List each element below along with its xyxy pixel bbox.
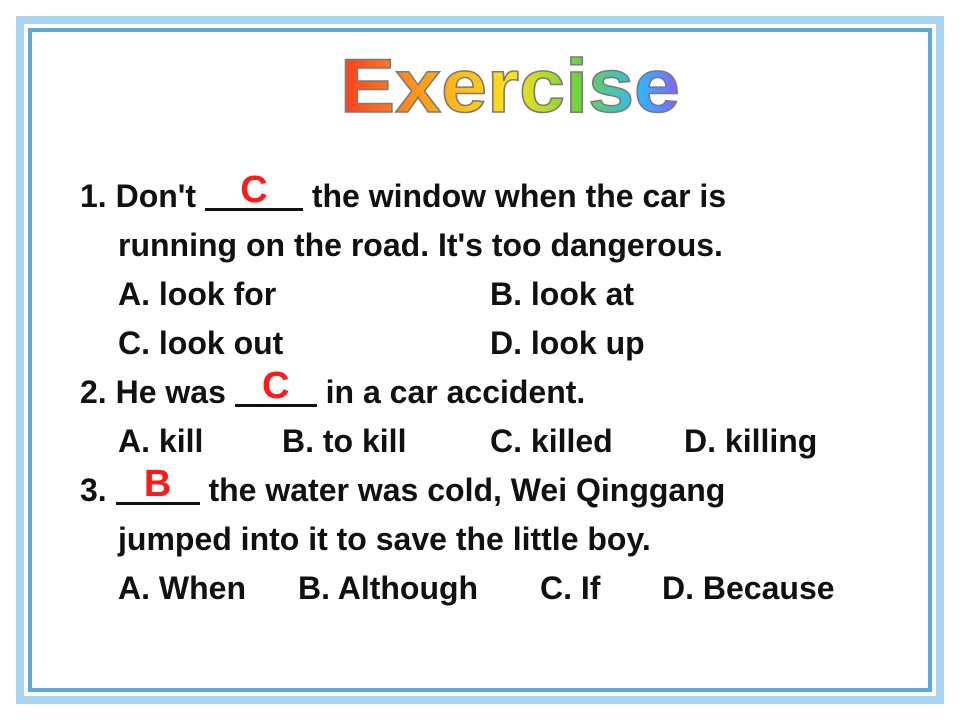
q1-option-b: B. look at: [490, 276, 635, 312]
q3-text-after: the water was cold, Wei Qinggang: [208, 472, 726, 508]
title-text: Exercise: [340, 44, 680, 129]
q1-text-before: Don't: [115, 178, 197, 214]
q1-blank: [205, 169, 303, 211]
q1-line2: running on the road. It's too dangerous.: [118, 227, 723, 263]
q1-text-after: the window when the car is: [311, 178, 727, 214]
q2-answer: C: [262, 365, 290, 407]
q2-text-before: He was: [115, 374, 226, 410]
q3-line1: [80, 463, 726, 510]
q3-option-a: A. When: [118, 570, 246, 606]
q3-number: 3.: [80, 472, 107, 508]
q3-line2: jumped into it to save the little boy.: [118, 521, 651, 557]
q3-option-b: B. Although: [298, 570, 479, 606]
q3-option-d: D. Because: [662, 570, 835, 606]
title-wordart: [330, 40, 690, 140]
q1-answer: C: [240, 169, 268, 211]
q1-number: 1.: [80, 178, 107, 214]
q2-option-a: A. kill: [118, 423, 204, 459]
q2-text-after: in a car accident.: [325, 374, 586, 410]
q3-blank: [116, 463, 200, 505]
q2-option-d: D. killing: [684, 423, 818, 459]
q2-option-c: C. killed: [490, 423, 613, 459]
q3-answer: B: [143, 463, 172, 505]
q1-line1: [80, 169, 727, 216]
q3-option-c: C. If: [540, 570, 601, 606]
q2-line1: [80, 365, 586, 412]
q1-option-c: C. look out: [118, 325, 284, 361]
q2-option-b: B. to kill: [282, 423, 407, 459]
q2-number: 2.: [80, 374, 107, 410]
q2-blank: [235, 365, 317, 407]
q1-option-a: A. look for: [118, 276, 277, 312]
q1-option-d: D. look up: [490, 325, 645, 361]
